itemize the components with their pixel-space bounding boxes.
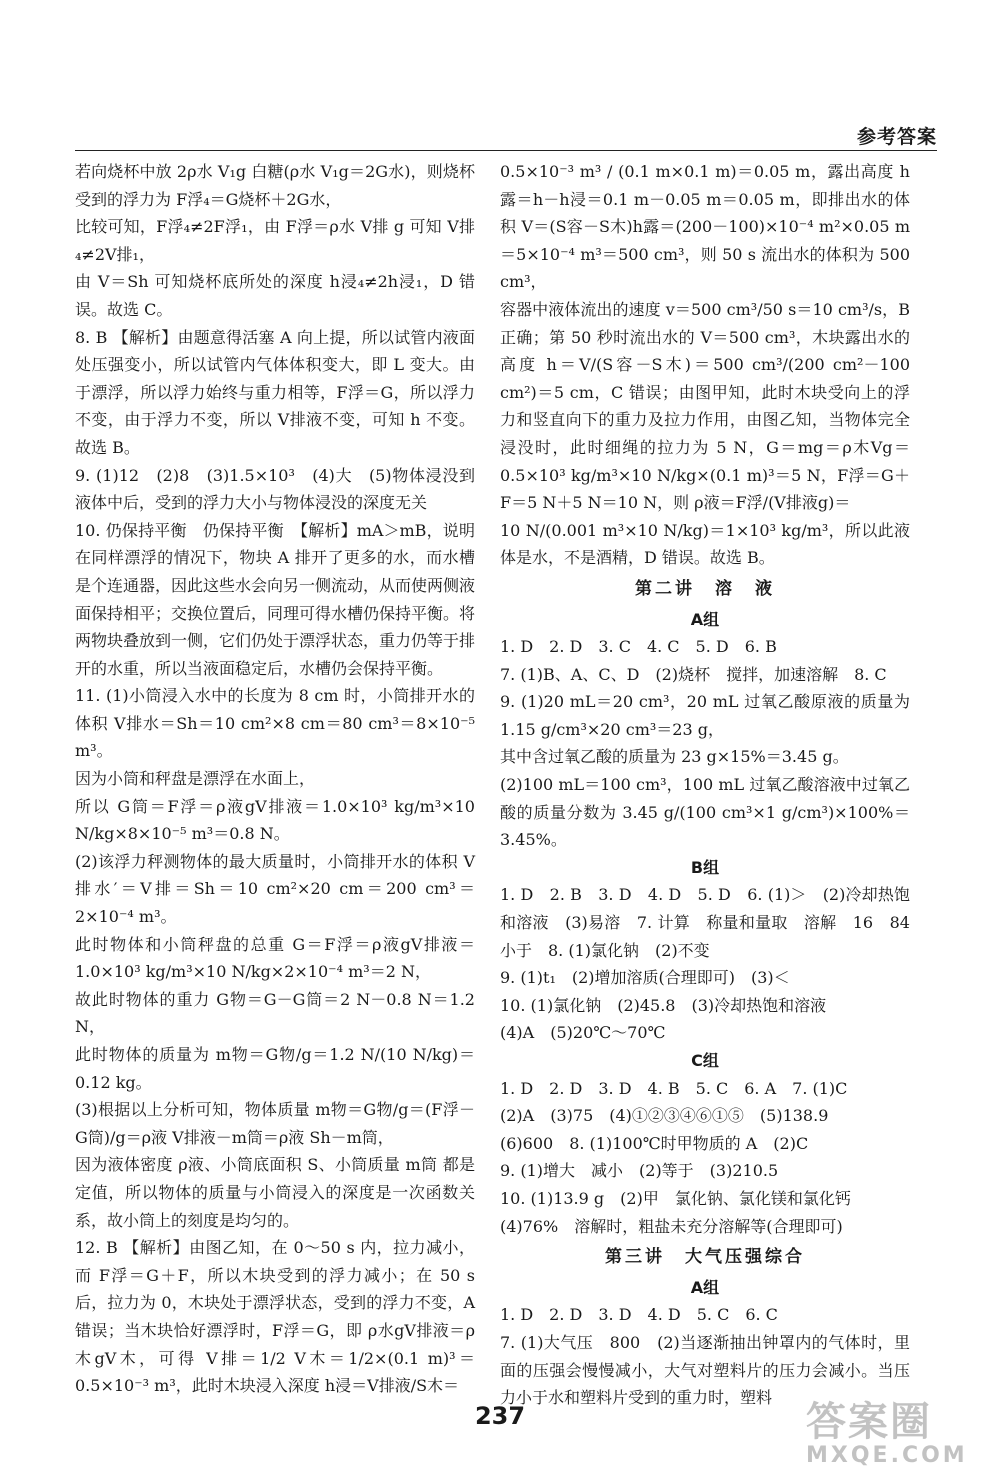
group-title-b: B组 bbox=[690, 857, 720, 877]
answer-paragraph: 若向烧杯中放 2ρ水 V₁g 白糖(ρ水 V₁g＝2G水)，则烧杯受到的浮力为 F浮₄＝G烧杯＋2G水， bbox=[75, 162, 475, 209]
answer-paragraph: 由 V＝Sh 可知烧杯底所处的深度 h浸₄≠2h浸₁，D 错误。故选 C。 bbox=[75, 272, 475, 319]
answer-paragraph: 因为小筒和秤盘是漂浮在水面上， bbox=[75, 769, 316, 789]
header-rule bbox=[75, 150, 937, 151]
answer-line: 7. (1)B、A、C、D (2)烧杯 搅拌，加速溶解 8. C bbox=[500, 664, 887, 684]
group-title-a: A组 bbox=[690, 1277, 720, 1297]
answer-paragraph: 8. B 【解析】由题意得活塞 A 向上提，所以试管内液面处压强变小，所以试管内气体体积变大，即 L 变大。由于漂浮，所以浮力始终与重力相等，F浮＝G，所以浮力不变，由于浮力不变，所以 V排液不变，可知 h 不变。故选 B。 bbox=[75, 327, 475, 457]
group-title-a: A组 bbox=[690, 609, 720, 629]
answer-paragraph: 11. (1)小筒浸入水中的长度为 8 cm 时，小筒排开水的体积 V排水＝Sh＝10 cm²×8 cm＝80 cm³＝8×10⁻⁵ m³。 bbox=[75, 686, 475, 761]
answer-line: 9. (1)增大 减小 (2)等于 (3)210.5 bbox=[500, 1161, 779, 1181]
answer-paragraph: (3)根据以上分析可知，物体质量 m物＝G物/g＝(F浮－G筒)/g＝ρ液 V排液－m筒＝ρ液 Sh－m筒， bbox=[75, 1100, 475, 1147]
answer-paragraph: 比较可知，F浮₄≠2F浮₁，由 F浮＝ρ水 V排 g 可知 V排₄≠2V排₁， bbox=[75, 217, 475, 264]
answer-paragraph: 所以 G筒＝F浮＝ρ液gV排液＝1.0×10³ kg/m³×10 N/kg×8×10⁻⁵ m³＝0.8 N。 bbox=[75, 796, 475, 844]
watermark-logo-text: 答案圈 bbox=[806, 1399, 932, 1445]
answer-line: (2)100 mL＝100 cm³，100 mL 过氧乙酸溶液中过氧乙酸的质量分数为 3.45 g/(100 cm³×1 g/cm³)×100%＝3.45%。 bbox=[500, 775, 910, 850]
answer-paragraph: 10. 仍保持平衡 仍保持平衡 【解析】mA＞mB，说明在同样漂浮的情况下，物块 A 排开了更多的水，而水槽是个连通器，因此这些水会向另一侧流动，从而使两侧液面保持相平；交换位置后，同理可得水槽仍保持平衡。将两物块叠放到一侧，它们仍处于漂浮状态，重力仍等于排开的水重，所以当液面稳定后，水槽仍会保持平衡。 bbox=[75, 520, 476, 678]
answer-paragraph: 9. (1)12 (2)8 (3)1.5×10³ (4)大 (5)物体浸没到液体中后，受到的浮力大小与物体浸没的深度无关 bbox=[75, 465, 475, 513]
answer-line: 7. (1)大气压 800 (2)当逐渐抽出钟罩内的气体时，里面的压强会慢慢减小，大气对塑料片的压力会减小。当压力小于水和塑料片受到的重力时，塑料 bbox=[500, 1332, 910, 1408]
answer-line: (4)76% 溶解时，粗盐未充分溶解等(合理即可) bbox=[500, 1216, 843, 1236]
answer-paragraph: 10 N/(0.001 m³×10 N/kg)＝1×10³ kg/m³，所以此液体是水，不是酒精，D 错误。故选 B。 bbox=[500, 520, 910, 568]
watermark-url: MXQE.COM bbox=[806, 1443, 968, 1468]
answer-line: (4)A (5)20℃～70℃ bbox=[500, 1023, 666, 1043]
answer-paragraph: 此时物体的质量为 m物＝G物/g＝1.2 N/(10 N/kg)＝0.12 kg。 bbox=[75, 1045, 475, 1092]
answer-line: 9. (1)20 mL＝20 cm³，20 mL 过氧乙酸原液的质量为 1.15 g/cm³×20 cm³＝23 g， bbox=[500, 692, 910, 739]
answer-line: 1. D 2. B 3. D 4. D 5. D 6. (1)＞ (2)冷却热饱和溶液 (3)易溶 7. 计算 称量和量取 溶解 16 84 小于 8. (1)氯化钠 (2)不变 bbox=[500, 885, 927, 960]
answer-paragraph: (2)该浮力秤测物体的最大质量时，小筒排开水的体积 V排水′＝V排＝Sh＝10 cm²×20 cm＝200 cm³＝2×10⁻⁴ m³。 bbox=[75, 851, 475, 927]
section-title-atmospheric-pressure: 第三讲 大气压强综合 bbox=[605, 1247, 805, 1268]
answer-line: 10. (1)氯化钠 (2)45.8 (3)冷却热饱和溶液 bbox=[500, 995, 827, 1015]
answer-line: (2)A (3)75 (4)①②③④⑥①⑤ (5)138.9 bbox=[500, 1106, 829, 1126]
left-column bbox=[75, 158, 475, 1400]
watermark-logo bbox=[806, 1400, 986, 1470]
answer-line: 1. D 2. D 3. D 4. B 5. C 6. A 7. (1)C bbox=[500, 1078, 848, 1098]
right-column bbox=[500, 158, 927, 1412]
page-header-title: 参考答案 bbox=[856, 126, 937, 148]
answer-paragraph: 故此时物体的重力 G物＝G－G筒＝2 N－0.8 N＝1.2 N， bbox=[75, 989, 475, 1037]
section-title-solutions: 第二讲 溶 液 bbox=[635, 578, 775, 599]
answer-line: 10. (1)13.9 g (2)甲 氯化钠、氯化镁和氯化钙 bbox=[500, 1188, 851, 1208]
group-title-c: C组 bbox=[691, 1051, 719, 1070]
answer-line: 9. (1)t₁ (2)增加溶质(合理即可) (3)＜ bbox=[500, 968, 790, 988]
answer-line: 1. D 2. D 3. D 4. D 5. C 6. C bbox=[500, 1305, 778, 1325]
answer-line: 1. D 2. D 3. C 4. C 5. D 6. B bbox=[500, 637, 777, 657]
answer-line: (6)600 8. (1)100℃时甲物质的 A (2)C bbox=[500, 1133, 809, 1153]
answer-paragraph: 容器中液体流出的速度 v＝500 cm³/50 s＝10 cm³/s，B 正确；第 50 秒时流出水的 V＝500 cm³，木块露出水的高度 h＝V/(S容－S木)＝500 cm³/(200 cm²－100 cm²)＝5 cm，C 错误；由图甲知，此时木块受向上的浮力和竖直向下的重力及拉力作用，由图乙知，当物体完全浸没时，此时细绳的拉力为 5 N，G＝mg＝ρ木Vg＝0.5×10³ kg/m³×10 N/kg×(0.1 m)³＝5 N，F浮＝G＋F＝5 N＋5 N＝10 N，则 ρ液＝F浮/(V排液g)＝ bbox=[500, 299, 910, 513]
answer-line: 其中含过氧乙酸的质量为 23 g×15%＝3.45 g。 bbox=[500, 747, 849, 767]
answer-paragraph: 0.5×10⁻³ m³ / (0.1 m×0.1 m)＝0.05 m，露出高度 h露＝h－h浸＝0.1 m－0.05 m＝0.05 m，即排出水的体积 V＝(S容－S木)h露＝(200－100)×10⁻⁴ m²×0.05 m＝5×10⁻⁴ m³＝500 cm³，则 50 s 流出水的体积为 500 cm³， bbox=[500, 162, 910, 292]
answer-paragraph: 此时物体和小筒秤盘的总重 G＝F浮＝ρ液gV排液＝1.0×10³ kg/m³×10 N/kg×2×10⁻⁴ m³＝2 N， bbox=[75, 934, 475, 982]
answer-paragraph: 因为液体密度 ρ液、小筒底面积 S、小筒质量 m筒 都是定值，所以物体的质量与小筒浸入的深度是一次函数关系，故小筒上的刻度是均匀的。 bbox=[75, 1155, 475, 1230]
answer-paragraph: 12. B 【解析】由图乙知，在 0～50 s 内，拉力减小，而 F浮＝G＋F，所以木块受到的浮力减小；在 50 s 后，拉力为 0，木块处于漂浮状态，受到的浮力不变，A 错误；当木块恰好漂浮时，F浮＝G，即 ρ水gV排液＝ρ木gV木，可得 V排＝1/2 V木＝1/2×(0.1 m)³＝0.5×10⁻³ m³，此时木块浸入深度 h浸＝V排液/S木＝ bbox=[75, 1238, 475, 1396]
page-number: 237 bbox=[474, 1402, 526, 1430]
